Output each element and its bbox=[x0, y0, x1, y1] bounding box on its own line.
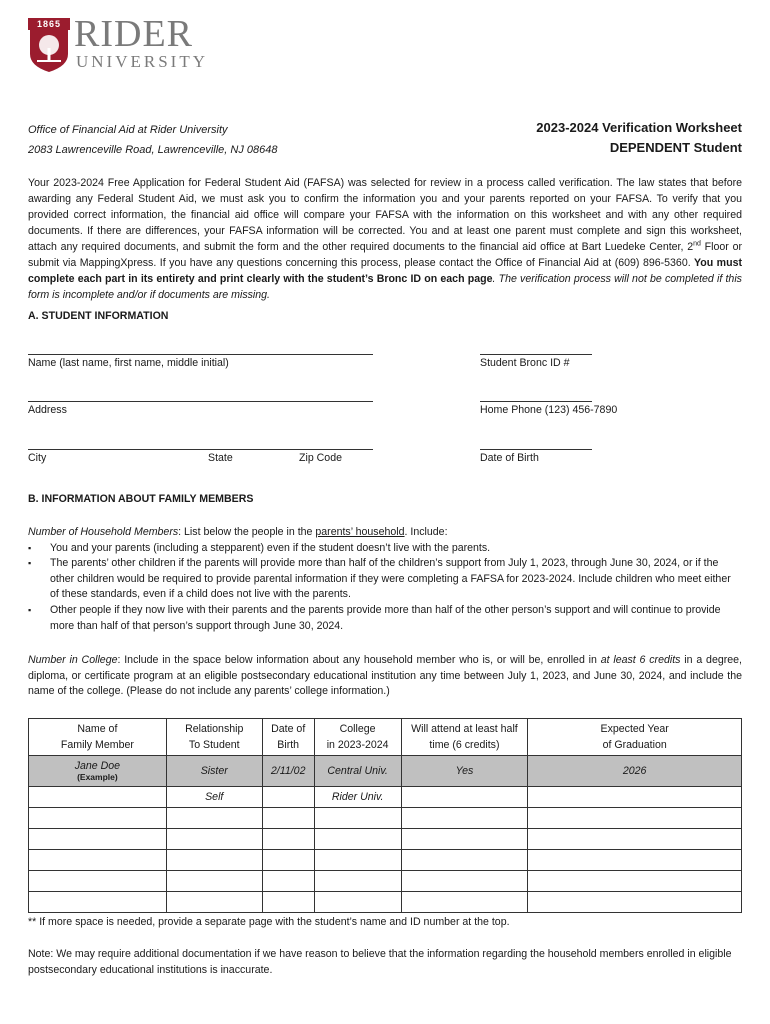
table-row bbox=[29, 829, 742, 850]
college-italic: at least 6 credits bbox=[600, 654, 681, 666]
cell-name[interactable] bbox=[29, 892, 167, 913]
college-instructions bbox=[28, 653, 742, 700]
college-text-1: : Include in the space below information about any household member who is, or will be, enrolled in bbox=[117, 654, 601, 666]
cell-grad-year[interactable] bbox=[528, 850, 742, 871]
cell-dob[interactable] bbox=[262, 892, 314, 913]
name-line[interactable] bbox=[28, 354, 373, 355]
household-bullet: ▪ Other people if they now live with their parents and the parents provide more than half of the other person’s support and will continue to provide more than half of that person’s support through June 30, 2024. bbox=[28, 603, 742, 634]
intro-bold: You must complete each part in its entirety and print clearly with the student’s Bronc ID on each page bbox=[28, 257, 742, 285]
cell-half-time[interactable] bbox=[401, 892, 528, 913]
header-dob-l2: Birth bbox=[277, 739, 300, 751]
cell-relationship[interactable] bbox=[166, 892, 262, 913]
cell-college[interactable] bbox=[314, 829, 401, 850]
cell-half-time[interactable] bbox=[401, 808, 528, 829]
cell-dob[interactable] bbox=[262, 871, 314, 892]
bronc-id-label: Student Bronc ID # bbox=[480, 357, 570, 369]
example-college: Central Univ. bbox=[314, 756, 401, 787]
header-half-l2: time (6 credits) bbox=[429, 739, 500, 751]
cell-relationship[interactable]: Self bbox=[166, 787, 262, 808]
bronc-id-line[interactable] bbox=[480, 354, 592, 355]
phone-line[interactable] bbox=[480, 401, 592, 402]
cell-grad-year[interactable] bbox=[528, 787, 742, 808]
cell-college[interactable] bbox=[314, 808, 401, 829]
header-name bbox=[29, 719, 167, 756]
household-instructions bbox=[28, 525, 742, 634]
intro-text-1: Your 2023-2024 Free Application for Federal Student Aid (FAFSA) was selected for review in a process called verification. The law states that before awarding any Federal Student Aid, we must ask you to confirm the information you and your parents reported on your FAFSA. To verify that you provided correct information, the financial aid office will compare your FAFSA with the information on this worksheet and with any other required documents. If there are differences, your FAFSA information will be corrected. You and at least one parent must complete and sign this worksheet, attach any required documents, and submit the form and the other required documents to the financial aid office at Bart Luedeke Center, 2 bbox=[28, 177, 742, 253]
dob-line[interactable] bbox=[480, 449, 592, 450]
cell-grad-year[interactable] bbox=[528, 808, 742, 829]
table-row bbox=[29, 892, 742, 913]
header-college-l2: in 2023-2024 bbox=[326, 739, 389, 751]
cell-college[interactable] bbox=[314, 850, 401, 871]
intro-paragraph bbox=[28, 175, 742, 303]
household-lead: Number of Household Members bbox=[28, 526, 179, 538]
example-grad-year: 2026 bbox=[528, 756, 742, 787]
header-half-l1: Will attend at least half bbox=[411, 723, 518, 735]
household-underline: parents’ household bbox=[315, 526, 405, 538]
header-dob bbox=[262, 719, 314, 756]
documentation-note: Note: We may require additional documentation if we have reason to believe that the information regarding the household members enrolled in eligible postsecondary educational institutions is inaccurate. bbox=[28, 948, 732, 976]
example-relationship: Sister bbox=[166, 756, 262, 787]
header-name-l1: Name of bbox=[77, 723, 118, 735]
cell-name[interactable] bbox=[29, 808, 167, 829]
header-rel-l1: Relationship bbox=[185, 723, 244, 735]
section-b-title: B. INFORMATION ABOUT FAMILY MEMBERS bbox=[28, 493, 254, 505]
dob-label: Date of Birth bbox=[480, 452, 539, 464]
worksheet-title bbox=[536, 118, 742, 158]
cell-relationship[interactable] bbox=[166, 829, 262, 850]
address-label: Address bbox=[28, 404, 67, 416]
office-street: 2083 Lawrenceville Road, Lawrenceville, NJ 08648 bbox=[28, 144, 278, 156]
cell-name[interactable] bbox=[29, 787, 167, 808]
example-dob: 2/11/02 bbox=[262, 756, 314, 787]
example-tag: (Example) bbox=[77, 772, 118, 782]
header-college bbox=[314, 719, 401, 756]
cell-name[interactable] bbox=[29, 871, 167, 892]
header-dob-l1: Date of bbox=[271, 723, 306, 735]
cell-half-time[interactable] bbox=[401, 850, 528, 871]
section-a-title: A. STUDENT INFORMATION bbox=[28, 310, 169, 322]
table-header-row bbox=[29, 719, 742, 756]
cell-name[interactable] bbox=[29, 829, 167, 850]
header-relationship bbox=[166, 719, 262, 756]
example-name-text: Jane Doe bbox=[74, 760, 121, 772]
cell-name[interactable] bbox=[29, 850, 167, 871]
header-rel-l2: To Student bbox=[188, 739, 240, 751]
example-row bbox=[29, 756, 742, 787]
name-label: Name (last name, first name, middle initial) bbox=[28, 357, 229, 369]
cell-relationship[interactable] bbox=[166, 850, 262, 871]
extra-space-note: ** If more space is needed, provide a separate page with the student’s name and ID number at the top. bbox=[28, 916, 510, 928]
zip-label: Zip Code bbox=[299, 452, 342, 464]
cell-grad-year[interactable] bbox=[528, 829, 742, 850]
office-name: Office of Financial Aid at Rider University bbox=[28, 124, 228, 136]
table-row bbox=[29, 808, 742, 829]
household-text-1: : List below the people in the bbox=[178, 526, 316, 538]
worksheet-title-line2: DEPENDENT Student bbox=[609, 140, 742, 155]
logo-name: RIDER bbox=[74, 13, 193, 55]
cell-college[interactable] bbox=[314, 892, 401, 913]
cell-college[interactable]: Rider Univ. bbox=[314, 787, 401, 808]
header-half-time bbox=[401, 719, 528, 756]
household-text-2: . Include: bbox=[404, 526, 448, 538]
cell-half-time[interactable] bbox=[401, 829, 528, 850]
cell-grad-year[interactable] bbox=[528, 892, 742, 913]
state-label: State bbox=[208, 452, 233, 464]
cell-dob[interactable] bbox=[262, 808, 314, 829]
cell-dob[interactable] bbox=[262, 829, 314, 850]
office-address bbox=[28, 120, 277, 160]
cell-dob[interactable] bbox=[262, 850, 314, 871]
phone-label: Home Phone (123) 456-7890 bbox=[480, 404, 618, 416]
household-bullets bbox=[28, 541, 742, 635]
family-members-table bbox=[28, 718, 742, 913]
household-bullet: ▪ The parents’ other children if the parents will provide more than half of the children’s support from July 1, 2023, through June 30, 2024, or if the other children would be required to provide parental information if they were completing a FAFSA for 2023-2024. Include children who meet either of these standards, even if a child does not live with the parents. bbox=[28, 556, 742, 603]
cell-grad-year[interactable] bbox=[528, 871, 742, 892]
intro-text-2: Floor or submit via MappingXpress. If you have any questions concerning this process, please contact the Office of Financial Aid at (609) 896-5360. bbox=[28, 241, 742, 269]
address-line[interactable] bbox=[28, 401, 373, 402]
header-grad-l2: of Graduation bbox=[602, 739, 667, 751]
cell-dob[interactable] bbox=[262, 787, 314, 808]
logo-subtitle: UNIVERSITY bbox=[76, 52, 208, 71]
cell-college[interactable] bbox=[314, 871, 401, 892]
cell-relationship[interactable] bbox=[166, 808, 262, 829]
example-name bbox=[29, 756, 167, 787]
header-name-l2: Family Member bbox=[60, 739, 134, 751]
intro-italic: . The verification process will not be completed if this form is incomplete and/or if documents are missing. bbox=[28, 273, 742, 301]
college-text-2: in a degree, diploma, or certificate program at an eligible postsecondary educational institution any time between July 1, 2023, and June 30, 2024, and include the name of the college. (Please do not include any parents’ college information.) bbox=[28, 654, 742, 698]
cell-half-time[interactable] bbox=[401, 787, 528, 808]
city-label: City bbox=[28, 452, 47, 464]
intro-sup: nd bbox=[693, 240, 701, 248]
table-row bbox=[29, 787, 742, 808]
cell-half-time[interactable] bbox=[401, 871, 528, 892]
header-grad-l1: Expected Year bbox=[600, 723, 669, 735]
city-state-zip-line[interactable] bbox=[28, 449, 373, 450]
worksheet-title-line1: 2023-2024 Verification Worksheet bbox=[536, 120, 742, 135]
example-half-time: Yes bbox=[401, 756, 528, 787]
table-row bbox=[29, 871, 742, 892]
header-college-l1: College bbox=[339, 723, 376, 735]
logo-year: 1865 bbox=[28, 18, 70, 30]
cell-relationship[interactable] bbox=[166, 871, 262, 892]
college-lead: Number in College bbox=[28, 654, 118, 666]
header-grad-year bbox=[528, 719, 742, 756]
household-bullet: ▪ You and your parents (including a stepparent) even if the student doesn’t live with the parents. bbox=[28, 541, 742, 557]
table-row bbox=[29, 850, 742, 871]
household-intro bbox=[28, 525, 742, 541]
